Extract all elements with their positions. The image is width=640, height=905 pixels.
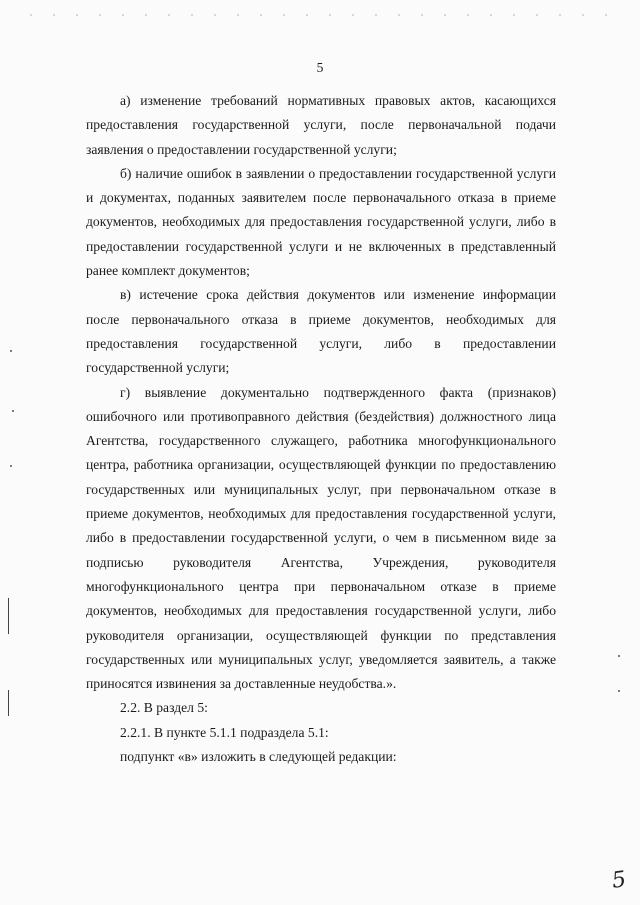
margin-mark <box>8 598 9 634</box>
paragraph-a: а) изменение требований нормативных правовых актов, касающихся предоставления государственной услуги, после первоначальной подачи заявления о предоставлении государственной услуги; <box>86 93 556 157</box>
page-number: 5 <box>316 60 324 75</box>
scan-dot <box>10 465 12 467</box>
item-2-2-1: 2.2.1. В пункте 5.1.1 подраздела 5.1: <box>120 724 329 740</box>
scan-dot <box>10 350 12 352</box>
handwritten-initials: 5 <box>610 867 628 894</box>
scan-dot <box>618 655 620 657</box>
scan-dot <box>618 690 620 692</box>
document-body <box>86 89 556 769</box>
paragraph-g: г) выявление документально подтвержденного факта (признаков) ошибочного или противоправного действия (бездействия) должностного лица Агентства, государственного служащего, работника многофункционального центра, работника организации, осуществляющей функции по предоставлению государственных или муниципальных услуг, при первоначальном отказе в приеме документов, необходимых для предоставления государственной услуги, либо в предоставлении государственной услуги, о чем в письменном виде за подписью руководителя Агентства, Учреждения, руководителя многофункционального центра при первоначальном отказе в приеме документов, необходимых для предоставления государственной услуги, либо руководителя организации, осуществляющей функции по представления государственных или муниципальных услуг, уведомляется заявитель, а также приносятся извинения за доставленные неудобства.». <box>86 384 556 692</box>
paragraph-v: в) истечение срока действия документов или изменение информации после первоначального отказа в приеме документов, необходимых для предоставления государственной услуги, либо в предоставлении государственной услуги; <box>86 287 556 376</box>
item-subpoint-v: подпункт «в» изложить в следующей редакции: <box>120 749 397 765</box>
paragraph-b: б) наличие ошибок в заявлении о предоставлении государственной услуги и документах, поданных заявителем после первоначального отказа в приеме документов, необходимых для предоставления государственной услуги, либо в предоставлении государственной услуги и не включенных в представленный ранее комплект документов; <box>86 165 556 279</box>
scan-dot <box>12 410 14 412</box>
item-2-2: 2.2. В раздел 5: <box>120 700 208 716</box>
scan-artifact-top <box>30 14 620 16</box>
margin-mark <box>8 690 9 716</box>
